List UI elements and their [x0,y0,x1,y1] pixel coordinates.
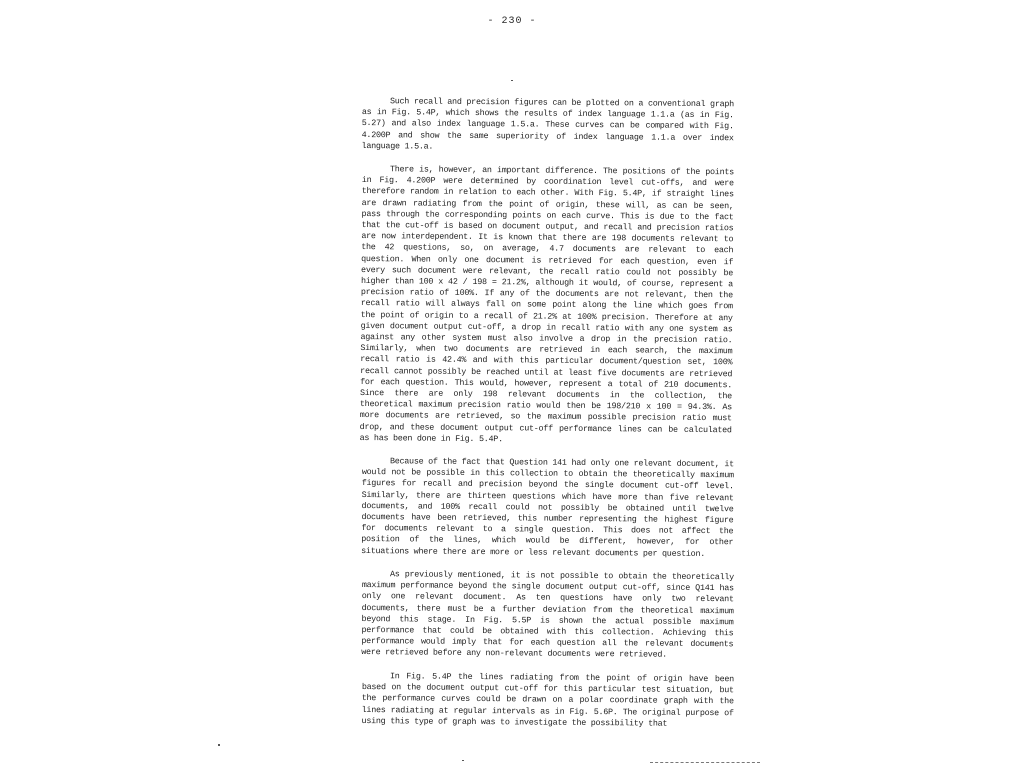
scan-speck [218,744,220,746]
paragraph-1 [362,96,734,155]
paragraph-text: As previously mentioned, it is not possible to obtain the theoretically maximum performance beyond the single document output cut-off, since Q141 has only one relevant document. As ten questions have only two relevant documents, there must be a further deviation from the theoretical maximum beyond this stage. In Fig. 5.5P is shown the actual possible maximum performance that could be obtained with this collection. Achieving this performance would imply that for each question all the relevant documents were retrieved before any non-relevant documents were retrieved. [361,569,734,661]
paragraph-2 [360,164,734,447]
paragraph-text: In Fig. 5.4P the lines radiating from the point of origin have been based on the document output cut-off for this particular test situation, but the performance curves could be drawn on a polar coordinate graph with the lines radiating at regular intervals as in Fig. 5.6P. The original purpose of using this type of graph was to investigate the possibility that [361,670,734,729]
paragraph-text: Because of the fact that Question 141 had only one relevant document, it would not be possible in this collection to obtain the theoretically maximum figures for recall and precision beyond the single document cut-off level. Similarly, there are thirteen questions which have more than five relevant documents, and 100% recall could not possibly be obtained until twelve documents have been retrieved, this number representing the highest figure for documents relevant to a single question. This does not affect the position of the lines, which would be different, however, for other situations where there are more or less relevant documents per question. [361,456,734,559]
paragraph-3 [361,456,734,560]
paragraph-text: There is, however, an important difference. The positions of the points in Fig. 4.200P were determined by coordination level cut-offs, and were therefore random in relation to each other. With Fig. 5.4P, if straight lines are drawn radiating from the point of origin, these will, as can be seen, pass through the corresponding points on each curve. This is due to the fact that the cut-off is based on document output, and recall and precision ratios are now interdependent. It is known that there are 198 documents relevant to the 42 questions, so, on average, 4.7 documents are relevant to each question. When only one document is retrieved for each question, even if every such document were relevant, the recall ratio could not possibly be higher than 100 x 42 / 198 = 21.2%, although it would, of course, represent a precision ratio of 100%. If any of the documents are not relevant, then the recall ratio will always fall on some point along the line which goes from the point of origin to a recall of 21.2% at 100% precision. Therefore at any given document output cut-off, a drop in recall ratio with any one system as against any other system must also involve a drop in the precision ratio. Similarly, when two documents are retrieved in each search, the maximum recall ratio is 42.4% and with this particular document/question set, 100% recall cannot possibly be reached until at least five documents are retrieved for each question. This would, however, represent a total of 210 documents. Since there are only 198 relevant documents in the collection, the theoretical maximum precision ratio would then be 198/210 x 100 = 94.3%. As more documents are retrieved, so the maximum possible precision ratio must drop, and these document output cut-off performance lines can be calculated as has been done in Fig. 5.4P. [359,164,734,445]
scan-speck [462,760,464,761]
paragraph-4 [361,569,734,662]
paragraph-5 [362,671,734,730]
scan-edge-mark [650,762,760,764]
document-body [359,96,734,739]
page-number: - 230 - [487,16,537,27]
scan-speck [511,80,513,81]
paragraph-text: Such recall and precision figures can be plotted on a conventional graph as in Fig. 5.4P, which shows the results of index language 1.1.a (as in Fig. 5.27) and also index language 1.5.a. These curves can be compared with Fig. 4.200P and show the same superiority of index language 1.1.a over index language 1.5.a. [361,96,734,152]
